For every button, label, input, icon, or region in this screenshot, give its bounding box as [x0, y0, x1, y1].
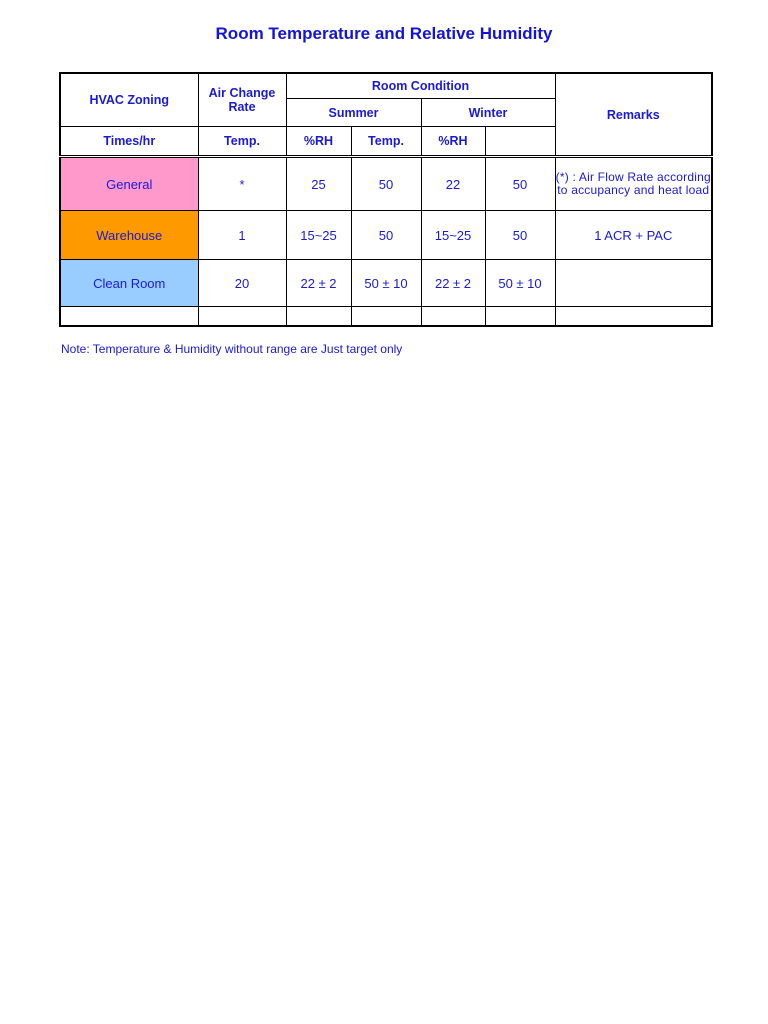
- winter-temp-cell: 15~25: [421, 211, 485, 260]
- empty-cell: [198, 307, 286, 327]
- acr-cell: 20: [198, 260, 286, 307]
- empty-cell: [421, 307, 485, 327]
- table-row: [60, 260, 712, 307]
- summer-temp-cell: 22 ± 2: [286, 260, 351, 307]
- remark-cell: (*) : Air Flow Rate according to accupancy and heat load: [555, 157, 712, 211]
- summer-rh-cell: 50 ± 10: [351, 260, 421, 307]
- acr-cell: *: [198, 157, 286, 211]
- header-remarks: Remarks: [555, 73, 712, 157]
- winter-temp-cell: 22 ± 2: [421, 260, 485, 307]
- zone-cell: Clean Room: [60, 260, 198, 307]
- header-winter-rh: %RH: [421, 127, 485, 157]
- summer-temp-cell: 15~25: [286, 211, 351, 260]
- page-title: Room Temperature and Relative Humidity: [215, 24, 553, 43]
- winter-rh-cell: 50: [485, 157, 555, 211]
- summer-rh-cell: 50: [351, 211, 421, 260]
- empty-cell: [351, 307, 421, 327]
- hvac-table: [59, 72, 713, 327]
- header-row-1: [60, 73, 712, 99]
- header-summer: Summer: [286, 99, 421, 127]
- empty-cell: [286, 307, 351, 327]
- header-air-change-rate: Air Change Rate: [198, 73, 286, 127]
- header-summer-rh: %RH: [286, 127, 351, 157]
- table-row: [60, 157, 712, 211]
- remark-cell: [555, 260, 712, 307]
- header-room-condition: Room Condition: [286, 73, 555, 99]
- winter-temp-cell: 22: [421, 157, 485, 211]
- header-winter-temp: Temp.: [351, 127, 421, 157]
- empty-cell: [555, 307, 712, 327]
- header-times-hr: Times/hr: [60, 127, 198, 157]
- empty-row: [60, 307, 712, 327]
- winter-rh-cell: 50: [485, 211, 555, 260]
- zone-cell: General: [60, 157, 198, 211]
- zone-cell: Warehouse: [60, 211, 198, 260]
- header-hvac-zoning: HVAC Zoning: [60, 73, 198, 127]
- header-summer-temp: Temp.: [198, 127, 286, 157]
- empty-cell: [485, 307, 555, 327]
- footnote: Note: Temperature & Humidity without range are Just target only: [61, 342, 403, 356]
- winter-rh-cell: 50 ± 10: [485, 260, 555, 307]
- remark-cell: 1 ACR + PAC: [555, 211, 712, 260]
- empty-cell: [60, 307, 198, 327]
- header-winter: Winter: [421, 99, 555, 127]
- summer-rh-cell: 50: [351, 157, 421, 211]
- table-row: [60, 211, 712, 260]
- acr-cell: 1: [198, 211, 286, 260]
- summer-temp-cell: 25: [286, 157, 351, 211]
